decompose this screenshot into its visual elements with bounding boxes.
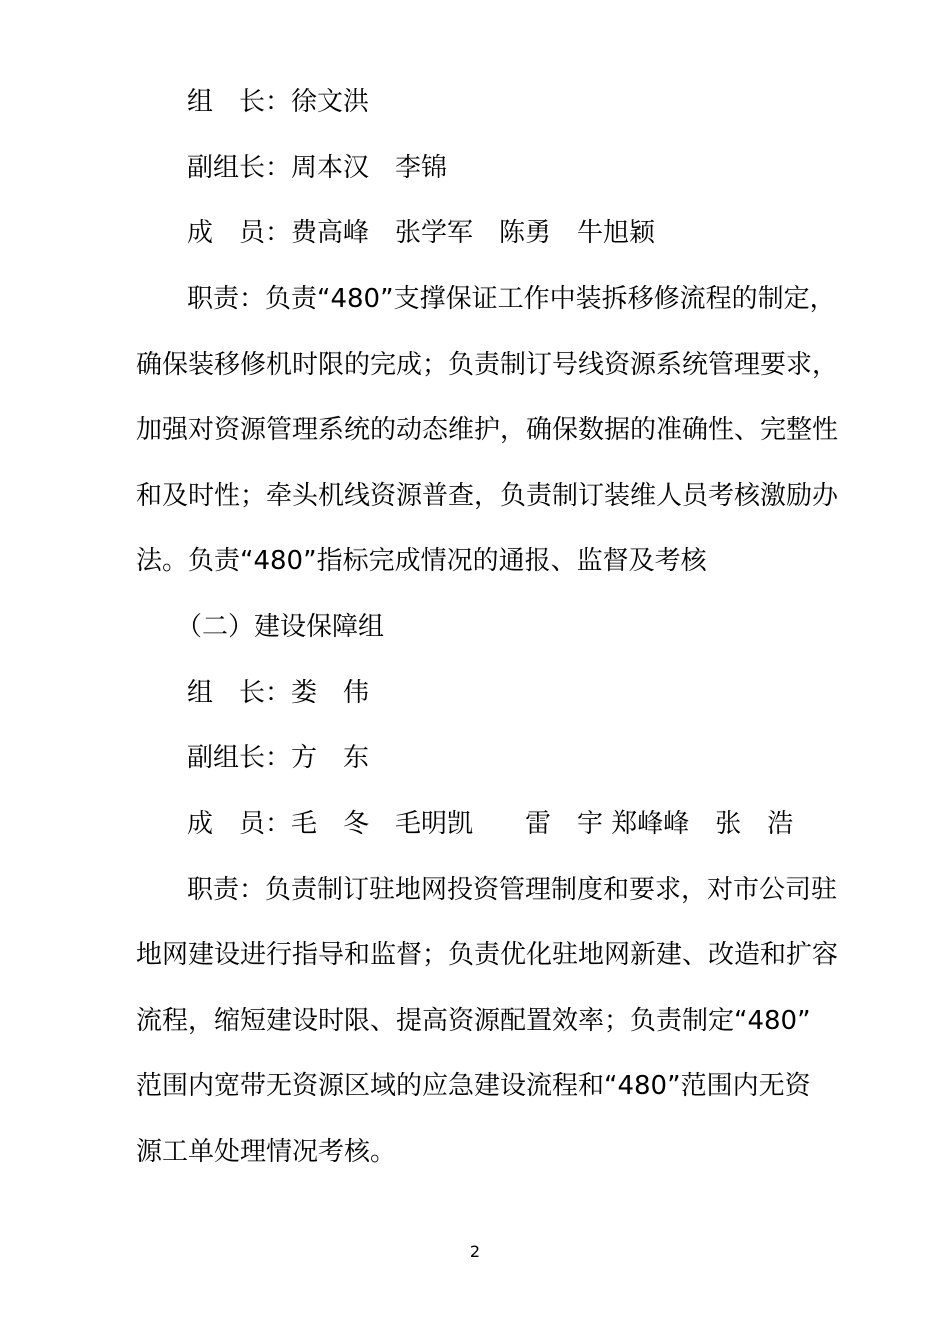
duty-paragraph-line: 法。负责“480”指标完成情况的通报、监督及考核 <box>136 546 707 576</box>
duty-paragraph-line: 加强对资源管理系统的动态维护，确保数据的准确性、完整性 <box>136 415 839 445</box>
duty-paragraph-line: 范围内宽带无资源区域的应急建设流程和“480”范围内无资 <box>136 1071 811 1101</box>
duty-paragraph-line: 和及时性；牵头机线资源普查，负责制订装维人员考核激励办 <box>136 481 839 511</box>
duty-paragraph-line: 职责：负责制订驻地网投资管理制度和要求，对市公司驻 <box>187 875 838 905</box>
section-heading: （二）建设保障组 <box>176 612 385 642</box>
duty-paragraph-line: 流程，缩短建设时限、提高资源配置效率；负责制定“480” <box>136 1006 811 1036</box>
duty-paragraph-line: 源工单处理情况考核。 <box>136 1137 397 1167</box>
group-leader-line: 组 长：徐文洪 <box>187 87 370 117</box>
group-leader-line: 组 长：娄 伟 <box>187 678 370 708</box>
members-line: 成 员：费高峰 张学军 陈勇 牛旭颖 <box>187 218 656 248</box>
page-number: 2 <box>469 1242 481 1261</box>
deputy-leader-line: 副组长：周本汉 李锦 <box>187 153 448 183</box>
duty-paragraph-line: 确保装移修机时限的完成；负责制订号线资源系统管理要求， <box>136 350 839 380</box>
duty-paragraph-line: 地网建设进行指导和监督；负责优化驻地网新建、改造和扩容 <box>136 940 839 970</box>
members-line: 成 员：毛 冬 毛明凯 雷 宇 郑峰峰 张 浩 <box>187 809 794 839</box>
duty-paragraph-line: 职责：负责“480”支撑保证工作中装拆移修流程的制定， <box>187 284 836 314</box>
deputy-leader-line: 副组长：方 东 <box>187 743 370 773</box>
